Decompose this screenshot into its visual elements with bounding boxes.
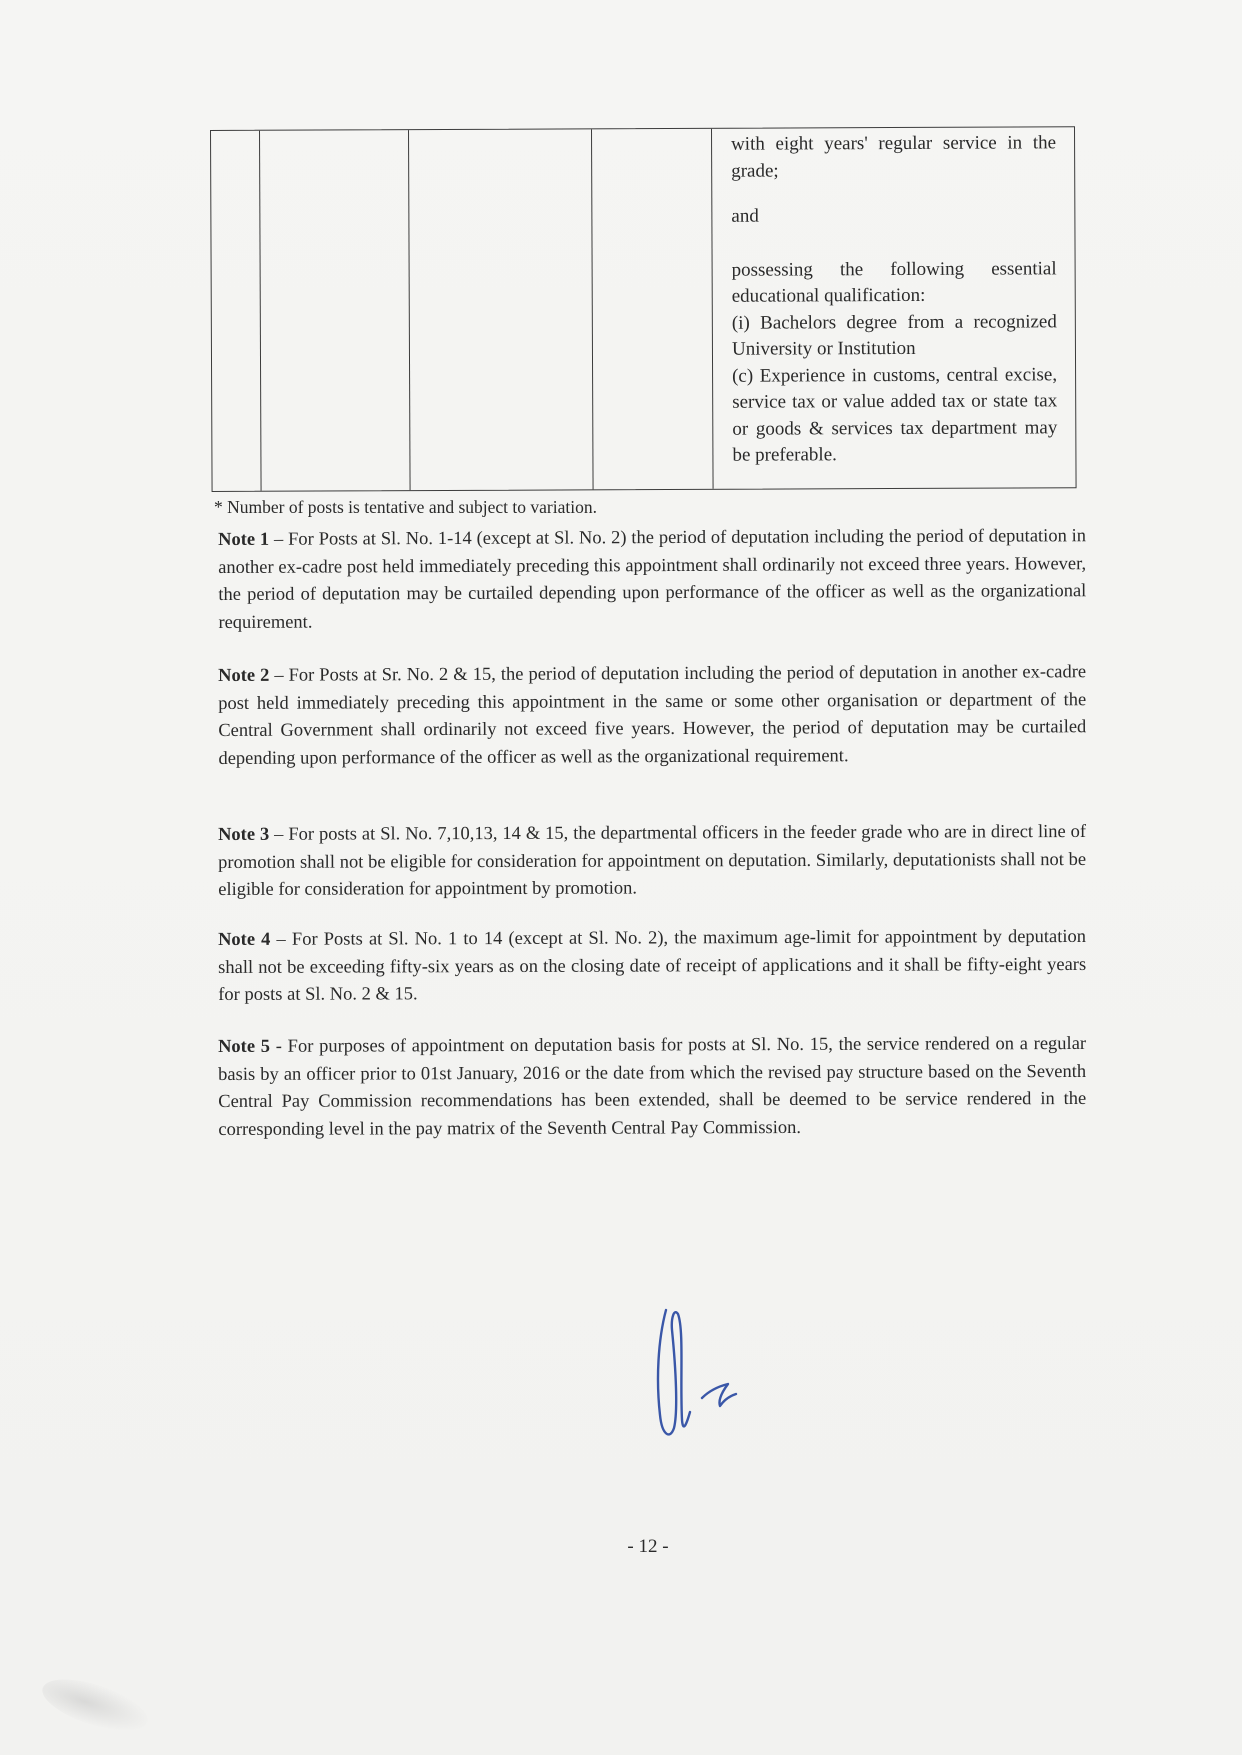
cell-line-qualification: possessing the following essential educational qualification:	[731, 257, 1057, 307]
table-footnote: * Number of posts is tentative and subject to variation.	[214, 497, 597, 517]
note-1	[218, 523, 1086, 637]
note-3-text: – For posts at Sl. No. 7,10,13, 14 & 15, the departmental officers in the feeder grade who are in direct line of promotion shall not be eligible for consideration for appointment on deputation. Similarly, deputationists shall not be eligible for consideration for appointment by promotion.	[218, 821, 1087, 900]
table-column-divider	[259, 131, 262, 491]
table-column-divider	[711, 129, 714, 489]
cell-line-experience: (c) Experience in customs, central excise, service tax or value added tax or state tax or goods & services tax department may be preferable.	[732, 363, 1058, 466]
note-3	[218, 819, 1086, 905]
page-number: - 12 -	[627, 1536, 669, 1557]
note-4	[218, 924, 1086, 1010]
note-5-text: - For purposes of appointment on deputation basis for posts at Sl. No. 15, the service rendered on a regular basis by an officer prior to 01st January, 2016 or the date from which the revised pay structure based on the Seventh Central Pay Commission recommendations has been extended, shall be deemed to be service rendered in the corresponding level in the pay matrix of the Seventh Central Pay Commission.	[218, 1033, 1087, 1140]
note-3-label: Note 3	[218, 824, 270, 845]
method-of-recruitment-cell	[731, 130, 1057, 469]
note-1-text: – For Posts at Sl. No. 1-14 (except at Sl. No. 2) the period of deputation including the period of deputation in another ex-cadre post held immediately preceding this appointment shall ordinarily not exceed three years. However, the period of deputation may be curtailed depending upon performance of the officer as well as the organizational requirement.	[218, 526, 1087, 633]
scan-smudge	[37, 1669, 154, 1741]
note-5	[218, 1031, 1086, 1144]
cell-line-degree: (i) Bachelors degree from a recognized University or Institution	[731, 310, 1057, 360]
note-2	[218, 659, 1086, 773]
note-2-label: Note 2	[218, 665, 270, 686]
table-column-divider	[591, 129, 594, 489]
handwritten-signature	[650, 1300, 760, 1450]
eligibility-table-fragment	[210, 126, 1077, 492]
note-4-label: Note 4	[218, 929, 271, 950]
note-1-label: Note 1	[218, 529, 270, 550]
table-column-divider	[408, 130, 411, 490]
cell-line-service: with eight years' regular service in the grade;	[731, 132, 1057, 182]
note-5-label: Note 5	[218, 1036, 271, 1057]
note-4-text: – For Posts at Sl. No. 1 to 14 (except at Sl. No. 2), the maximum age-limit for appointment by deputation shall not be exceeding fifty-six years as on the closing date of receipt of applications and it shall be fifty-eight years for posts at Sl. No. 2 & 15.	[218, 926, 1087, 1005]
note-2-text: – For Posts at Sr. No. 2 & 15, the period of deputation including the period of deputation in another ex-cadre post held immediately preceding this appointment in the same or some other organisation or department of the Central Government shall ordinarily not exceed five years. However, the period of deputation may be curtailed depending upon performance of the officer as well as the organizational requirement.	[218, 662, 1087, 769]
cell-line-and: and	[731, 205, 759, 227]
